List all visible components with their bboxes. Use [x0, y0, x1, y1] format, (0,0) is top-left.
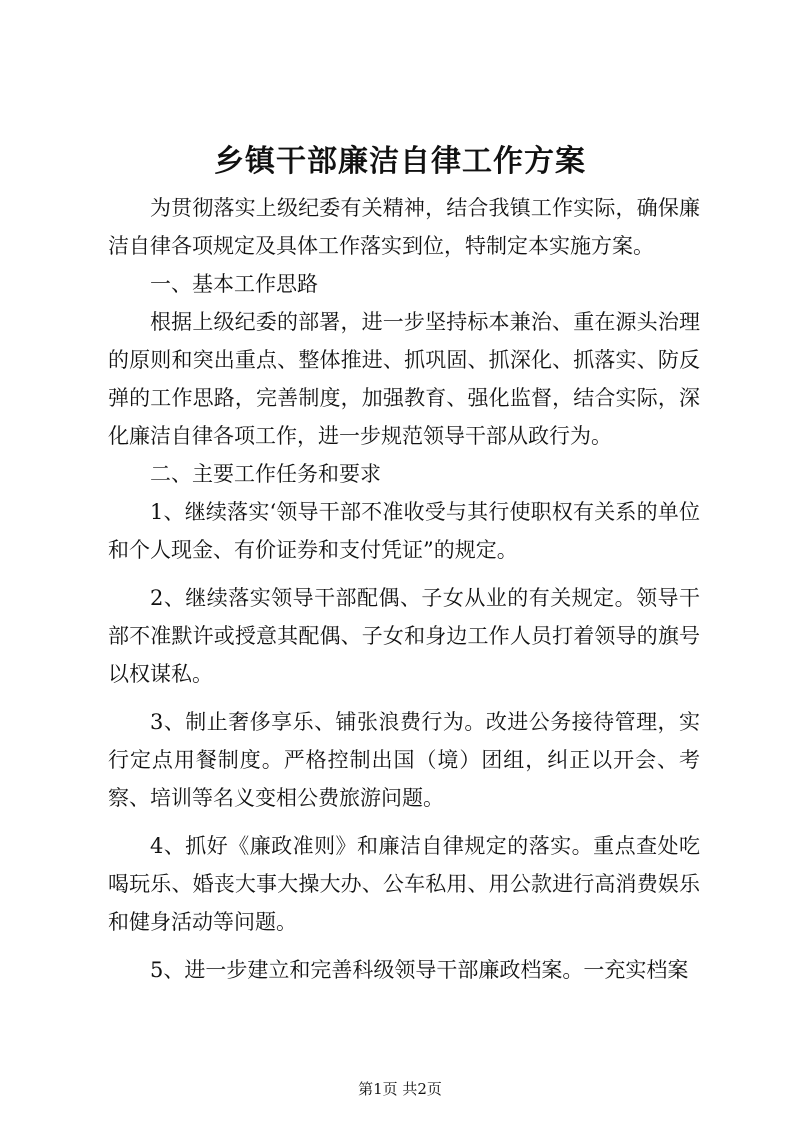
page-number-footer: 第1页 共2页 — [358, 1080, 442, 1098]
task-item-2: 2、继续落实领导干部配偶、子女从业的有关规定。领导干部不准默许或授意其配偶、子女和身边工作人员打着领导的旗号以权谋私。 — [108, 586, 700, 686]
body-paragraph: 根据上级纪委的部署，进一步坚持标本兼治、重在源头治理的原则和突出重点、整体推进、抓巩固、抓深化、抓落实、防反弹的工作思路，完善制度，加强教育、强化监督，结合实际，深化廉洁自律各项工作，进一步规范领导干部从政行为。 — [108, 310, 700, 448]
section-heading-1: 一、基本工作思路 — [150, 272, 318, 296]
document-body — [108, 189, 700, 989]
section-heading-2: 二、主要工作任务和要求 — [150, 462, 381, 486]
task-item-4: 4、抓好《廉政准则》和廉洁自律规定的落实。重点查处吃喝玩乐、婚丧大事大操大办、公车私用、用公款进行高消费娱乐和健身活动等问题。 — [108, 834, 700, 934]
task-item-3: 3、制止奢侈享乐、铺张浪费行为。改进公务接待管理，实行定点用餐制度。严格控制出国（境）团组，纠正以开会、考察、培训等名义变相公费旅游问题。 — [108, 710, 700, 810]
document-title: 乡镇干部廉洁自律工作方案 — [214, 144, 586, 179]
task-item-1: 1、继续落实‘领导干部不准收受与其行使职权有关系的单位和个人现金、有价证券和支付凭证”的规定。 — [108, 500, 700, 562]
intro-paragraph: 为贯彻落实上级纪委有关精神，结合我镇工作实际，确保廉洁自律各项规定及具体工作落实到位，特制定本实施方案。 — [108, 196, 700, 258]
task-item-5: 5、进一步建立和完善科级领导干部廉政档案。一充实档案 — [150, 958, 689, 982]
